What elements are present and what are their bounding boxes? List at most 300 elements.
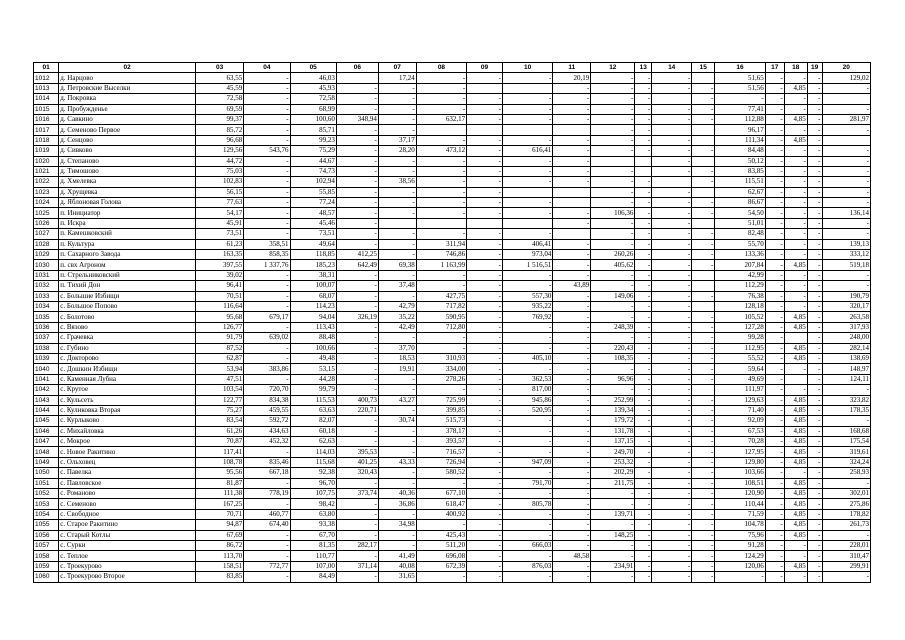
table-cell: - xyxy=(765,561,784,571)
table-cell: 81,87 xyxy=(195,478,243,488)
table-cell: - xyxy=(765,312,784,322)
table-cell: - xyxy=(502,166,552,176)
table-cell: 405,62 xyxy=(591,260,635,270)
table-cell: - xyxy=(467,468,503,478)
table-cell: 717,82 xyxy=(416,301,466,311)
table-cell: - xyxy=(244,551,290,561)
table-cell: 49,69 xyxy=(715,374,765,384)
table-cell: - xyxy=(553,385,591,395)
table-cell: - xyxy=(765,187,784,197)
table-cell: - xyxy=(244,530,290,540)
table-cell: 791,70 xyxy=(502,478,552,488)
table-cell: - xyxy=(416,333,466,343)
table-cell: 77,41 xyxy=(715,104,765,114)
table-cell: - xyxy=(692,478,715,488)
table-cell: - xyxy=(652,260,692,270)
table-cell: - xyxy=(765,353,784,363)
table-cell: - xyxy=(502,551,552,561)
settlement-name: с. Павелка xyxy=(59,468,196,478)
table-cell xyxy=(822,94,870,104)
table-cell: - xyxy=(765,572,784,582)
table-cell: 543,76 xyxy=(244,146,290,156)
column-header: 01 xyxy=(34,63,59,73)
table-cell: - xyxy=(244,374,290,384)
table-cell: - xyxy=(822,198,870,208)
table-cell: 326,19 xyxy=(336,312,378,322)
table-cell: 100,66 xyxy=(290,343,336,353)
table-cell: 769,92 xyxy=(502,312,552,322)
table-cell: - xyxy=(652,499,692,509)
table-cell: 37,48 xyxy=(378,281,416,291)
row-code: 1032 xyxy=(34,281,59,291)
table-cell: 178,82 xyxy=(822,509,870,519)
table-cell: - xyxy=(784,364,807,374)
settlement-name: д. Петровские Выселки xyxy=(59,83,196,93)
table-cell: - xyxy=(807,426,822,436)
table-cell: 107,75 xyxy=(290,489,336,499)
table-cell: 136,14 xyxy=(822,208,870,218)
table-cell: - xyxy=(784,125,807,135)
table-cell: 44,72 xyxy=(195,156,243,166)
column-header: 19 xyxy=(807,63,822,73)
table-cell: - xyxy=(807,104,822,114)
table-cell: - xyxy=(765,509,784,519)
table-cell: - xyxy=(502,447,552,457)
table-cell: 211,75 xyxy=(591,478,635,488)
table-cell: 55,70 xyxy=(715,239,765,249)
column-header: 13 xyxy=(635,63,652,73)
table-cell: - xyxy=(467,447,503,457)
table-cell: 425,43 xyxy=(416,530,466,540)
table-cell: - xyxy=(807,416,822,426)
table-cell: - xyxy=(807,520,822,530)
table-cell: - xyxy=(652,551,692,561)
table-cell: - xyxy=(635,395,652,405)
table-cell: - xyxy=(807,114,822,124)
table-cell xyxy=(416,218,466,228)
table-cell: 4,85 xyxy=(784,530,807,540)
table-cell: - xyxy=(336,239,378,249)
table-row xyxy=(34,520,871,530)
row-code: 1027 xyxy=(34,229,59,239)
table-cell: - xyxy=(635,457,652,467)
table-cell: 168,68 xyxy=(822,426,870,436)
table-cell: 805,78 xyxy=(502,499,552,509)
table-cell: 4,85 xyxy=(784,343,807,353)
table-cell: - xyxy=(467,291,503,301)
table-cell: - xyxy=(784,250,807,260)
table-cell: - xyxy=(635,260,652,270)
table-cell: - xyxy=(336,125,378,135)
table-cell: 51,01 xyxy=(715,218,765,228)
table-cell: - xyxy=(807,73,822,83)
table-cell: - xyxy=(591,187,635,197)
table-cell: 92,09 xyxy=(715,416,765,426)
table-cell: - xyxy=(378,166,416,176)
table-cell: 86,67 xyxy=(715,198,765,208)
table-cell: - xyxy=(336,166,378,176)
table-row xyxy=(34,125,871,135)
table-cell: 72,58 xyxy=(290,94,336,104)
table-cell: 81,35 xyxy=(290,540,336,550)
table-cell: - xyxy=(807,94,822,104)
table-cell: - xyxy=(765,437,784,447)
column-header: 10 xyxy=(502,63,552,73)
table-cell: - xyxy=(822,177,870,187)
table-cell: 96,17 xyxy=(715,125,765,135)
table-cell xyxy=(692,270,715,280)
table-cell: - xyxy=(765,416,784,426)
table-cell: - xyxy=(765,135,784,145)
table-cell: 54,17 xyxy=(195,208,243,218)
table-cell: - xyxy=(336,104,378,114)
settlement-name: с. Романово xyxy=(59,489,196,499)
table-cell: - xyxy=(807,395,822,405)
table-cell: - xyxy=(692,468,715,478)
table-cell: 253,32 xyxy=(591,457,635,467)
table-cell: 149,06 xyxy=(591,291,635,301)
table-cell: - xyxy=(378,291,416,301)
table-cell: 19,91 xyxy=(378,364,416,374)
settlement-name: с. Большие Избищи xyxy=(59,291,196,301)
table-cell: - xyxy=(652,218,692,228)
table-cell: 248,00 xyxy=(822,333,870,343)
table-cell: 50,12 xyxy=(715,156,765,166)
row-code: 1039 xyxy=(34,353,59,363)
table-cell: - xyxy=(378,478,416,488)
table-cell: - xyxy=(635,291,652,301)
table-cell: 228,01 xyxy=(822,540,870,550)
row-code: 1048 xyxy=(34,447,59,457)
table-cell: - xyxy=(652,104,692,114)
table-cell: - xyxy=(765,208,784,218)
table-cell: - xyxy=(336,572,378,582)
table-cell: - xyxy=(378,187,416,197)
table-cell: - xyxy=(692,208,715,218)
table-cell: - xyxy=(765,457,784,467)
table-cell: 129,56 xyxy=(195,146,243,156)
table-cell: - xyxy=(822,270,870,280)
table-cell: 68,99 xyxy=(290,104,336,114)
table-cell: - xyxy=(765,291,784,301)
table-cell: 99,37 xyxy=(195,114,243,124)
table-cell: 99,79 xyxy=(290,385,336,395)
table-cell: - xyxy=(336,353,378,363)
row-code: 1013 xyxy=(34,83,59,93)
table-cell: - xyxy=(635,478,652,488)
row-code: 1042 xyxy=(34,385,59,395)
table-cell: 100,60 xyxy=(290,114,336,124)
table-cell: - xyxy=(467,156,503,166)
table-cell: 72,58 xyxy=(195,94,243,104)
table-cell: - xyxy=(553,489,591,499)
table-cell: - xyxy=(553,364,591,374)
table-cell: 148,97 xyxy=(822,364,870,374)
table-cell: 876,03 xyxy=(502,561,552,571)
table-cell: 310,93 xyxy=(416,353,466,363)
table-cell: 249,70 xyxy=(591,447,635,457)
table-cell: 43,33 xyxy=(378,457,416,467)
table-cell: - xyxy=(807,489,822,499)
table-cell: 94,87 xyxy=(195,520,243,530)
table-cell: - xyxy=(502,520,552,530)
table-cell: - xyxy=(467,260,503,270)
table-cell: 302,01 xyxy=(822,489,870,499)
table-cell: 405,10 xyxy=(502,353,552,363)
table-cell: 71,59 xyxy=(715,509,765,519)
table-row xyxy=(34,187,871,197)
table-cell: - xyxy=(807,322,822,332)
settlement-name: п. Тихий Дон xyxy=(59,281,196,291)
table-cell: - xyxy=(765,198,784,208)
table-cell xyxy=(692,187,715,197)
table-cell: 103,66 xyxy=(715,468,765,478)
table-cell: 115,53 xyxy=(290,395,336,405)
table-cell: - xyxy=(591,499,635,509)
table-cell: - xyxy=(244,166,290,176)
table-cell: 434,63 xyxy=(244,426,290,436)
table-cell: - xyxy=(652,437,692,447)
table-cell: - xyxy=(692,551,715,561)
table-cell: - xyxy=(467,395,503,405)
table-cell: 110,44 xyxy=(715,499,765,509)
table-cell: 129,80 xyxy=(715,457,765,467)
table-cell: 108,78 xyxy=(195,457,243,467)
table-cell: - xyxy=(635,343,652,353)
table-row xyxy=(34,499,871,509)
table-cell: 94,04 xyxy=(290,312,336,322)
table-cell xyxy=(692,135,715,145)
table-cell: - xyxy=(765,322,784,332)
table-cell: 712,80 xyxy=(416,322,466,332)
table-cell: - xyxy=(784,166,807,176)
table-cell: 74,73 xyxy=(290,166,336,176)
table-cell: - xyxy=(807,364,822,374)
settlement-name: п. Культура xyxy=(59,239,196,249)
table-cell: - xyxy=(467,520,503,530)
table-cell: - xyxy=(652,270,692,280)
table-cell: - xyxy=(692,572,715,582)
table-cell: - xyxy=(244,198,290,208)
table-cell: - xyxy=(244,343,290,353)
table-cell: - xyxy=(378,509,416,519)
table-cell: - xyxy=(635,218,652,228)
settlement-name: д. Хмелевка xyxy=(59,177,196,187)
row-code: 1022 xyxy=(34,177,59,187)
table-row xyxy=(34,416,871,426)
table-cell: - xyxy=(652,239,692,249)
table-cell: - xyxy=(336,343,378,353)
table-cell: - xyxy=(502,468,552,478)
table-cell: - xyxy=(244,229,290,239)
table-cell: 45,46 xyxy=(290,218,336,228)
table-cell: - xyxy=(692,489,715,499)
table-cell: - xyxy=(336,198,378,208)
table-cell: - xyxy=(635,530,652,540)
table-cell: - xyxy=(502,437,552,447)
table-cell: 324,24 xyxy=(822,457,870,467)
table-cell: - xyxy=(502,73,552,83)
table-cell: 100,07 xyxy=(290,281,336,291)
table-cell: - xyxy=(652,322,692,332)
table-cell: 4,85 xyxy=(784,561,807,571)
table-cell: 114,23 xyxy=(290,301,336,311)
column-header: 05 xyxy=(290,63,336,73)
table-cell: - xyxy=(692,291,715,301)
table-cell: - xyxy=(467,135,503,145)
table-cell: 618,47 xyxy=(416,499,466,509)
column-header: 14 xyxy=(652,63,692,73)
row-code: 1041 xyxy=(34,374,59,384)
table-cell: 98,42 xyxy=(290,499,336,509)
table-cell: - xyxy=(591,364,635,374)
table-cell: 124,11 xyxy=(822,374,870,384)
table-cell: 278,26 xyxy=(416,374,466,384)
settlement-name: с. Губино xyxy=(59,343,196,353)
table-cell: 70,51 xyxy=(195,291,243,301)
table-cell: - xyxy=(652,561,692,571)
table-cell: - xyxy=(822,385,870,395)
settlement-name: п. Сахарного Завода xyxy=(59,250,196,260)
table-cell: - xyxy=(591,520,635,530)
table-cell: 17,24 xyxy=(378,73,416,83)
row-code: 1043 xyxy=(34,395,59,405)
table-cell: - xyxy=(244,478,290,488)
table-cell: 56,15 xyxy=(195,187,243,197)
settlement-name: с. Кульсеть xyxy=(59,395,196,405)
row-code: 1055 xyxy=(34,520,59,530)
table-cell: - xyxy=(416,270,466,280)
table-cell: 44,28 xyxy=(290,374,336,384)
row-code: 1028 xyxy=(34,239,59,249)
table-cell: 772,77 xyxy=(244,561,290,571)
table-cell: - xyxy=(467,572,503,582)
settlement-name: с. Куликовка Вторая xyxy=(59,405,196,415)
table-cell: - xyxy=(553,166,591,176)
table-cell: - xyxy=(244,73,290,83)
table-cell: - xyxy=(692,509,715,519)
table-cell: - xyxy=(652,405,692,415)
table-cell: - xyxy=(807,385,822,395)
table-cell: - xyxy=(591,333,635,343)
table-cell: - xyxy=(591,551,635,561)
table-cell: 129,63 xyxy=(715,395,765,405)
table-cell: 362,53 xyxy=(502,374,552,384)
table-cell xyxy=(553,187,591,197)
table-cell: - xyxy=(244,499,290,509)
table-cell: - xyxy=(467,281,503,291)
table-cell: - xyxy=(765,405,784,415)
row-code: 1024 xyxy=(34,198,59,208)
settlement-name: с. Болотово xyxy=(59,312,196,322)
table-cell: 320,43 xyxy=(336,468,378,478)
settlement-name: с. Теплое xyxy=(59,551,196,561)
row-code: 1057 xyxy=(34,540,59,550)
table-cell: - xyxy=(635,104,652,114)
table-cell: 67,69 xyxy=(195,530,243,540)
table-cell: - xyxy=(336,83,378,93)
table-cell: 834,38 xyxy=(244,395,290,405)
table-cell: - xyxy=(715,94,765,104)
table-row xyxy=(34,83,871,93)
settlement-name: с. Троекурово Второе xyxy=(59,572,196,582)
table-cell: - xyxy=(502,489,552,499)
table-cell: 68,07 xyxy=(290,291,336,301)
row-code: 1052 xyxy=(34,489,59,499)
table-cell: 38,31 xyxy=(290,270,336,280)
row-code: 1025 xyxy=(34,208,59,218)
table-cell: 31,65 xyxy=(378,572,416,582)
table-row xyxy=(34,239,871,249)
table-cell: - xyxy=(502,94,552,104)
table-row xyxy=(34,177,871,187)
table-cell: - xyxy=(635,489,652,499)
table-cell: 190,79 xyxy=(822,291,870,301)
table-cell: - xyxy=(336,135,378,145)
table-cell: - xyxy=(784,468,807,478)
table-cell: - xyxy=(765,333,784,343)
table-cell: - xyxy=(336,301,378,311)
table-cell: 261,73 xyxy=(822,520,870,530)
column-header: 18 xyxy=(784,63,807,73)
table-cell: 37,17 xyxy=(378,135,416,145)
table-cell: 124,29 xyxy=(715,551,765,561)
table-cell: - xyxy=(635,405,652,415)
row-code: 1034 xyxy=(34,301,59,311)
table-cell: - xyxy=(652,468,692,478)
table-cell: 49,64 xyxy=(290,239,336,249)
table-cell: 99,23 xyxy=(290,135,336,145)
table-cell: 320,17 xyxy=(822,301,870,311)
table-cell: - xyxy=(635,426,652,436)
table-cell: - xyxy=(467,509,503,519)
table-cell xyxy=(692,73,715,83)
table-cell: - xyxy=(652,489,692,499)
table-cell: 105,52 xyxy=(715,312,765,322)
table-cell: - xyxy=(416,166,466,176)
table-cell: - xyxy=(553,520,591,530)
table-cell xyxy=(652,94,692,104)
table-cell: - xyxy=(635,83,652,93)
table-cell: - xyxy=(807,343,822,353)
table-cell: - xyxy=(336,499,378,509)
table-cell: 185,23 xyxy=(290,260,336,270)
table-cell: - xyxy=(336,333,378,343)
table-cell: 4,85 xyxy=(784,405,807,415)
table-cell: 835,46 xyxy=(244,457,290,467)
row-code: 1050 xyxy=(34,468,59,478)
table-cell: 91,28 xyxy=(715,540,765,550)
table-cell: - xyxy=(591,540,635,550)
table-cell: 129,02 xyxy=(822,73,870,83)
table-cell: - xyxy=(652,73,692,83)
table-cell xyxy=(502,125,552,135)
table-cell xyxy=(502,218,552,228)
table-cell: - xyxy=(467,187,503,197)
column-header: 11 xyxy=(553,63,591,73)
table-cell: 34,98 xyxy=(378,520,416,530)
table-cell: - xyxy=(502,156,552,166)
row-code: 1060 xyxy=(34,572,59,582)
table-cell: 1 163,99 xyxy=(416,260,466,270)
table-cell: 48,58 xyxy=(553,551,591,561)
table-cell: - xyxy=(765,385,784,395)
table-cell: - xyxy=(692,405,715,415)
table-cell: - xyxy=(807,312,822,322)
table-cell: - xyxy=(652,229,692,239)
table-cell: - xyxy=(822,146,870,156)
table-cell: - xyxy=(635,499,652,509)
